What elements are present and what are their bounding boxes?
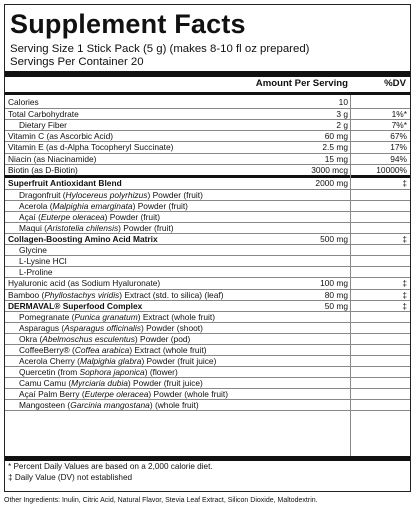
nutrient-name: Calories (8, 97, 39, 107)
servings-per-container: Servings Per Container 20 (10, 56, 144, 68)
amount-per-serving-header: Amount Per Serving (255, 78, 348, 89)
nutrient-amount: 100 mg (320, 278, 348, 288)
nutrient-name: L-Lysine HCl (19, 256, 67, 266)
nutrient-amount: 15 mg (324, 154, 348, 164)
nutrient-name: Acerola Cherry (Malpighia glabra) Powder (fruit juice) (19, 356, 217, 366)
nutrient-name: Bamboo (Phyllostachys viridis) Extract (std. to silica) (leaf) (8, 290, 224, 300)
other-ingredients: Other Ingredients: Inulin, Citric Acid, Natural Flavor, Stevia Leaf Extract, Silicon Dioxide, Maltodextrin. (4, 497, 318, 504)
nutrient-dv: 7%* (391, 120, 407, 130)
nutrient-name: Total Carbohydrate (8, 109, 79, 119)
nutrient-amount: 80 mg (324, 290, 348, 300)
nutrient-dv: 17% (390, 142, 407, 152)
nutrient-dv: 94% (390, 154, 407, 164)
nutrient-name: CoffeeBerry® (Coffea arabica) Extract (whole fruit) (19, 345, 207, 355)
nutrient-name: Acerola (Malpighia emarginata) Powder (fruit) (19, 201, 188, 211)
nutrient-name: Superfruit Antioxidant Blend (8, 178, 122, 188)
thick-divider-top (5, 71, 410, 77)
nutrient-name: Dietary Fiber (19, 120, 67, 130)
nutrient-amount: 2.5 mg (322, 142, 348, 152)
nutrient-dv: ‡ (402, 301, 407, 311)
footnote-percent-dv: * Percent Daily Values are based on a 2,000 calorie diet. (8, 462, 213, 471)
nutrient-name: Vitamin C (as Ascorbic Acid) (8, 131, 114, 141)
nutrient-amount: 10 (338, 97, 348, 107)
nutrient-name: Okra (Abelmoschus esculentus) Powder (pod) (19, 334, 191, 344)
nutrient-name: Maqui (Aristotelia chilensis) Powder (fruit) (19, 223, 174, 233)
nutrient-dv: 67% (390, 131, 407, 141)
nutrient-name: Collagen-Boosting Amino Acid Matrix (8, 234, 158, 244)
dv-header: %DV (384, 78, 406, 89)
nutrient-dv: ‡ (402, 290, 407, 300)
panel-title: Supplement Facts (10, 9, 246, 39)
nutrient-name: L-Proline (19, 267, 53, 277)
column-separator (350, 95, 351, 456)
nutrient-name: Biotin (as D-Biotin) (8, 165, 78, 175)
nutrient-dv: ‡ (402, 178, 407, 188)
serving-size: Serving Size 1 Stick Pack (5 g) (makes 8-10 fl oz prepared) (10, 43, 310, 55)
nutrient-amount: 2 g (336, 120, 348, 130)
nutrient-name: Camu Camu (Myrciaria dubia) Powder (fruit juice) (19, 378, 203, 388)
nutrient-dv: ‡ (402, 278, 407, 288)
nutrient-name: Glycine (19, 245, 47, 255)
nutrient-amount: 2000 mg (315, 178, 348, 188)
nutrient-amount: 3 g (336, 109, 348, 119)
row-divider (5, 410, 410, 411)
nutrient-name: Quercetin (from Sophora japonica) (flower) (19, 367, 178, 377)
nutrient-name: Hyaluronic acid (as Sodium Hyaluronate) (8, 278, 161, 288)
thick-divider-bottom (5, 456, 410, 461)
nutrient-dv: 1%* (391, 109, 407, 119)
nutrient-name: Asparagus (Asparagus officinalis) Powder (shoot) (19, 323, 203, 333)
nutrient-amount: 50 mg (324, 301, 348, 311)
nutrient-name: DERMAVAL® Superfood Complex (8, 301, 143, 311)
nutrient-name: Pomegranate (Punica granatum) Extract (whole fruit) (19, 312, 215, 322)
nutrient-name: Mangosteen (Garcinia mangostana) (whole fruit) (19, 400, 199, 410)
nutrient-name: Açaí Palm Berry (Euterpe oleracea) Powder (whole fruit) (19, 389, 229, 399)
nutrient-name: Dragonfruit (Hylocereus polyrhizus) Powder (fruit) (19, 190, 203, 200)
nutrient-name: Niacin (as Niacinamide) (8, 154, 97, 164)
nutrient-dv: 10000% (376, 165, 407, 175)
nutrient-name: Açaí (Euterpe oleracea) Powder (fruit) (19, 212, 161, 222)
supplement-facts-panel (4, 4, 411, 492)
nutrient-dv: ‡ (402, 234, 407, 244)
footnote-dv-not-established: ‡ Daily Value (DV) not established (8, 473, 133, 482)
nutrient-amount: 500 mg (320, 234, 348, 244)
nutrient-amount: 60 mg (324, 131, 348, 141)
nutrient-amount: 3000 mcg (311, 165, 348, 175)
nutrient-name: Vitamin E (as d-Alpha Tocopheryl Succinate) (8, 142, 174, 152)
